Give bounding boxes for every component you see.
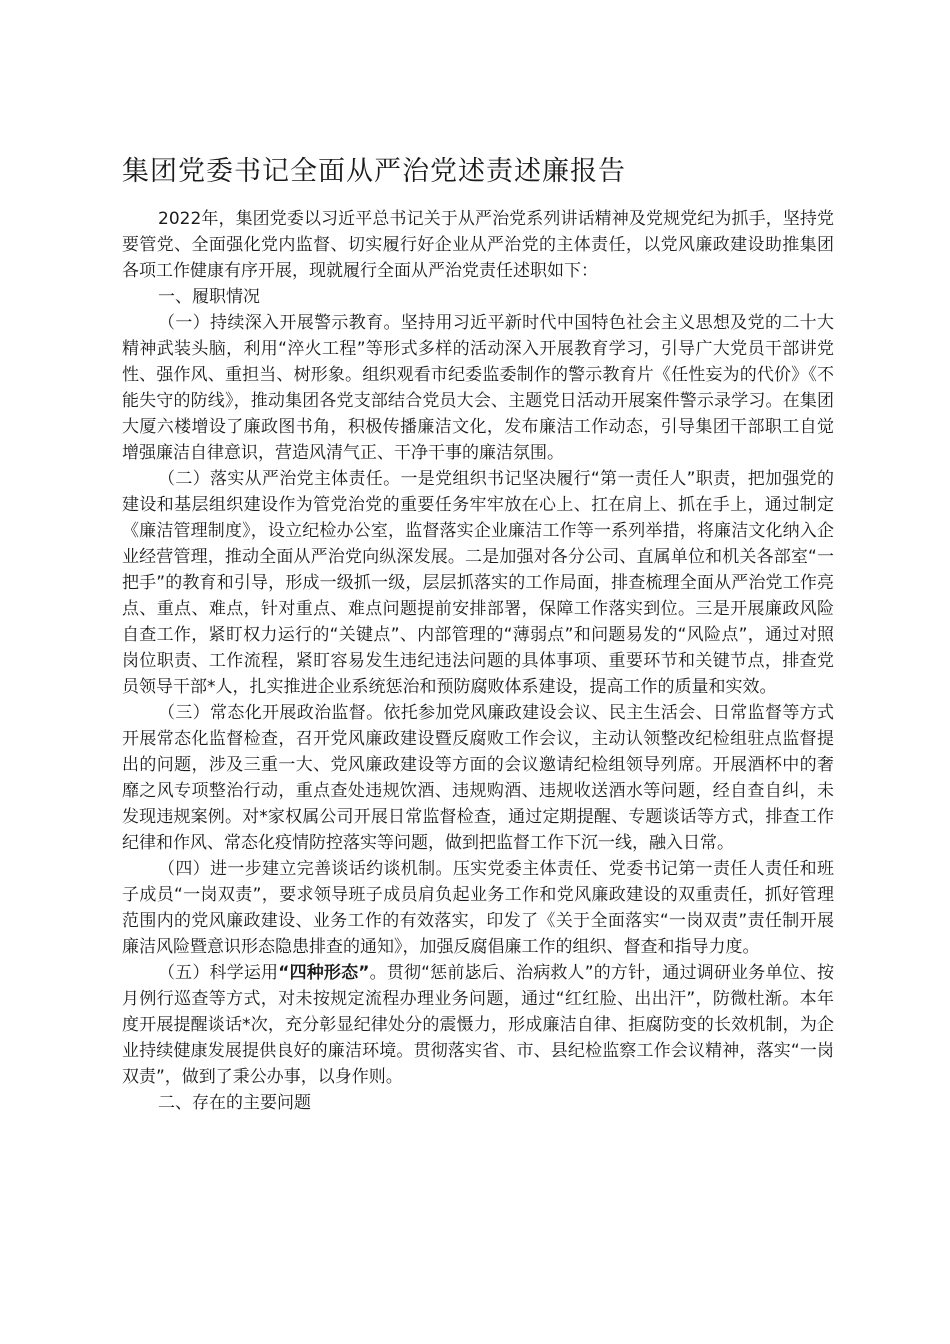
section-heading-2: 二、存在的主要问题: [158, 1093, 311, 1113]
section-heading-1: 一、履职情况: [158, 287, 260, 307]
document-page: [122, 150, 834, 1116]
item5-rest: 。贯彻“惩前毖后、治病救人”的方针，通过调研业务单位、按月例行巡查等方式，对未按规定流程办理业务问题，通过“红红脸、出出汗”，防微杜渐。本年度开展提醒谈话*次，充分彰显纪律处分的震慑力，形成廉洁自律、拒腐防变的长效机制，为企业持续健康发展提供良好的廉洁环境。贯彻落实省、市、县纪检监察工作会议精神，落实“一岗双责”，做到了秉公办事，以身作则。: [122, 963, 834, 1087]
item-paragraph-1: （一）持续深入开展警示教育。坚持用习近平新时代中国特色社会主义思想及党的二十大精神武装头脑，利用“淬火工程”等形式多样的活动深入开展教育学习，引导广大党员干部讲党性、强作风、重担当、树形象。组织观看市纪委监委制作的警示教育片《任性妄为的代价》《不能失守的防线》，推动集团各党支部结合党员大会、主题党日活动开展案件警示录学习。在集团大厦六楼增设了廉政图书角，积极传播廉洁文化，发布廉洁工作动态，引导集团干部职工自觉增强廉洁自律意识，营造风清气正、干净干事的廉洁氛围。: [122, 313, 834, 463]
item-paragraph-4: （四）进一步建立完善谈话约谈机制。压实党委主体责任、党委书记第一责任人责任和班子成员“一岗双责”，要求领导班子成员肩负起业务工作和党风廉政建设的双重责任，抓好管理范围内的党风廉政建设、业务工作的有效落实，印发了《关于全面落实“一岗双责”责任制开展廉洁风险暨意识形态隐患排查的通知》，加强反腐倡廉工作的组织、督查和指导力度。: [122, 859, 834, 957]
item-paragraph-3: （三）常态化开展政治监督。依托参加党风廉政建设会议、民主生活会、日常监督等方式开展常态化监督检查，召开党风廉政建设暨反腐败工作会议，主动认领整改纪检组驻点监督提出的问题，涉及三重一大、党风廉政建设等方面的会议邀请纪检组领导列席。开展酒杯中的奢靡之风专项整治行动，重点查处违规饮酒、违规购酒、违规收送酒水等问题，经自查自纠，未发现违规案例。对*家权属公司开展日常监督检查，通过定期提醒、专题谈话等方式，排查工作纪律和作风、常态化疫情防控落实等问题，做到把监督工作下沉一线，融入日常。: [122, 703, 834, 853]
item-paragraph-5: [122, 960, 834, 1090]
item5-prefix: （五）科学运用: [158, 963, 279, 983]
item5-bold-term: “四种形态”: [278, 963, 370, 983]
item-paragraph-2: （二）落实从严治党主体责任。一是党组织书记坚决履行“第一责任人”职责，把加强党的建设和基层组织建设作为管党治党的重要任务牢牢放在心上、扛在肩上、抓在手上，通过制定《廉洁管理制度》，设立纪检办公室，监督落实企业廉洁工作等一系列举措，将廉洁文化纳入企业经营管理，推动全面从严治党向纵深发展。二是加强对各分公司、直属单位和机关各部室“一把手”的教育和引导，形成一级抓一级，层层抓落实的工作局面，排查梳理全面从严治党工作亮点、重点、难点，针对重点、难点问题提前安排部署，保障工作落实到位。三是开展廉政风险自查工作，紧盯权力运行的“关键点”、内部管理的“薄弱点”和问题易发的“风险点”，通过对照岗位职责、工作流程，紧盯容易发生违纪违法问题的具体事项、重要环节和关键节点，排查党员领导干部*人，扎实推进企业系统惩治和预防腐败体系建设，提高工作的质量和实效。: [122, 469, 834, 697]
document-title: 集团党委书记全面从严治党述责述廉报告: [122, 156, 626, 187]
intro-paragraph: 2022年，集团党委以习近平总书记关于从严治党系列讲话精神及党规党纪为抓手，坚持党要管党、全面强化党内监督、切实履行好企业从严治党的主体责任，以党风廉政建设助推集团各项工作健康有序开展，现就履行全面从严治党责任述职如下：: [122, 209, 834, 281]
